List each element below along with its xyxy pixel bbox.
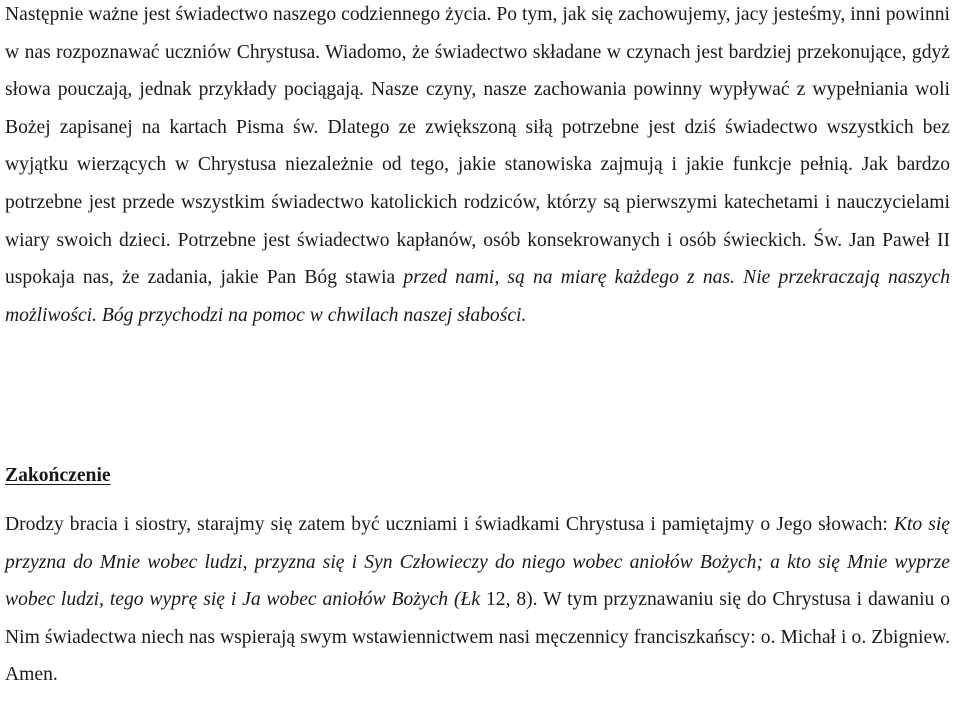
- paragraph-witness: [5, 0, 950, 334]
- paragraph-conclusion-ending: 12, 8). W tym przyznawaniu się do Chrystusa i dawaniu o Nim świadectwa niech nas wspierają swym wstawiennictwem nasi męczennicy franciszkańscy: o. Michał i o. Zbigniew. Amen.: [5, 589, 951, 686]
- paragraph-witness-quote: przed nami, są na miarę każdego z nas. Nie przekraczają naszych możliwości. Bóg przychodzi na pomoc w chwilach naszej słabości.: [5, 267, 950, 326]
- paragraph-conclusion-intro: Drodzy bracia i siostry, starajmy się zatem być uczniami i świadkami Chrystusa i pamiętajmy o Jego słowach:: [5, 514, 894, 535]
- paragraph-conclusion-quote: Kto się przyzna do Mnie wobec ludzi, przyzna się i Syn Człowieczy do niego wobec aniołów Bożych; a kto się Mnie wyprze wobec ludzi, tego wyprę się i Ja wobec aniołów Bożych (Łk: [5, 514, 950, 611]
- paragraph-witness-text: Następnie ważne jest świadectwo naszego codziennego życia. Po tym, jak się zachowujemy, jacy jesteśmy, inni powinni w nas rozpoznawać uczniów Chrystusa. Wiadomo, że świadectwo składane w czynach jest bardziej przekonujące, gdyż słowa pouczają, jednak przykłady pociągają. Nasze czyny, nasze zachowania powinny wypływać z wypełniania woli Bożej zapisanej na kartach Pisma św. Dlatego ze zwiększoną siłą potrzebne jest dziś świadectwo wszystkich bez wyjątku wierzących w Chrystusa niezależnie od tego, jakie stanowiska zajmują i jakie funkcje pełnią. Jak bardzo potrzebne jest przede wszystkim świadectwo katolickich rodziców, którzy są pierwszymi katechetami i nauczycielami wiary swoich dzieci. Potrzebne jest świadectwo kapłanów, osób konsekrowanych i osób świeckich. Św. Jan Paweł II uspokaja nas, że zadania, jakie Pan Bóg stawia: [5, 4, 950, 289]
- section-heading-conclusion: Zakończenie: [5, 465, 111, 486]
- paragraph-conclusion: [5, 506, 950, 694]
